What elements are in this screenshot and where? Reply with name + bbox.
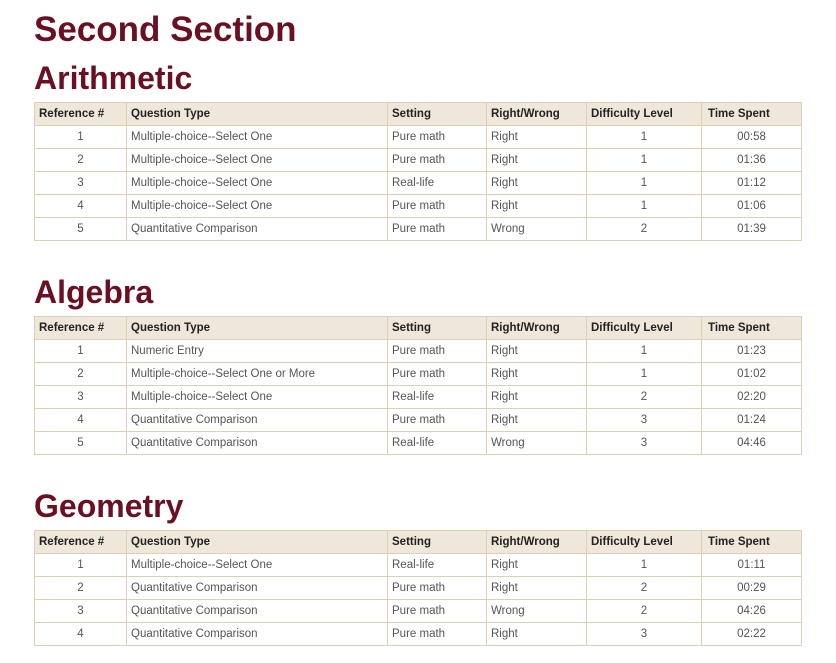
result-cell: Right: [487, 386, 587, 409]
setting-cell: Real-life: [388, 172, 487, 195]
time-spent-cell: 01:36: [702, 149, 802, 172]
setting-cell: Pure math: [388, 409, 487, 432]
column-header: Right/Wrong: [487, 531, 587, 554]
difficulty-cell: 3: [587, 432, 702, 455]
table-row: [35, 172, 802, 195]
column-header: Difficulty Level: [587, 531, 702, 554]
question-type-cell: Multiple-choice--Select One: [127, 126, 388, 149]
difficulty-cell: 1: [587, 554, 702, 577]
difficulty-cell: 2: [587, 577, 702, 600]
geometry-table: [34, 530, 802, 646]
setting-cell: Pure math: [388, 126, 487, 149]
result-cell: Right: [487, 149, 587, 172]
difficulty-cell: 2: [587, 386, 702, 409]
difficulty-cell: 2: [587, 600, 702, 623]
question-type-cell: Quantitative Comparison: [127, 409, 388, 432]
result-cell: Right: [487, 172, 587, 195]
section-title-algebra: Algebra: [34, 274, 154, 310]
result-cell: Wrong: [487, 218, 587, 241]
reference-cell: 1: [35, 126, 127, 149]
table-row: [35, 409, 802, 432]
column-header: Reference #: [35, 103, 127, 126]
setting-cell: Pure math: [388, 340, 487, 363]
table-row: [35, 340, 802, 363]
question-type-cell: Multiple-choice--Select One: [127, 195, 388, 218]
time-spent-cell: 04:26: [702, 600, 802, 623]
question-type-cell: Multiple-choice--Select One or More: [127, 363, 388, 386]
arithmetic-table: [34, 102, 802, 241]
setting-cell: Real-life: [388, 432, 487, 455]
table-row: [35, 432, 802, 455]
time-spent-cell: 02:22: [702, 623, 802, 646]
reference-cell: 1: [35, 554, 127, 577]
difficulty-cell: 1: [587, 363, 702, 386]
result-cell: Right: [487, 577, 587, 600]
table-row: [35, 623, 802, 646]
difficulty-cell: 3: [587, 409, 702, 432]
column-header: Time Spent: [702, 531, 802, 554]
time-spent-cell: 01:24: [702, 409, 802, 432]
time-spent-cell: 01:06: [702, 195, 802, 218]
column-header: Time Spent: [702, 103, 802, 126]
column-header: Right/Wrong: [487, 103, 587, 126]
setting-cell: Pure math: [388, 600, 487, 623]
difficulty-cell: 1: [587, 149, 702, 172]
time-spent-cell: 01:02: [702, 363, 802, 386]
difficulty-cell: 2: [587, 218, 702, 241]
time-spent-cell: 01:12: [702, 172, 802, 195]
result-cell: Right: [487, 623, 587, 646]
table-row: [35, 577, 802, 600]
question-type-cell: Quantitative Comparison: [127, 577, 388, 600]
difficulty-cell: 1: [587, 195, 702, 218]
result-cell: Wrong: [487, 432, 587, 455]
table-row: [35, 126, 802, 149]
column-header: Question Type: [127, 103, 388, 126]
reference-cell: 4: [35, 623, 127, 646]
table-row: [35, 149, 802, 172]
time-spent-cell: 02:20: [702, 386, 802, 409]
reference-cell: 5: [35, 218, 127, 241]
table-row: [35, 386, 802, 409]
result-cell: Right: [487, 126, 587, 149]
setting-cell: Pure math: [388, 149, 487, 172]
question-type-cell: Multiple-choice--Select One: [127, 554, 388, 577]
algebra-table: [34, 316, 802, 455]
difficulty-cell: 1: [587, 172, 702, 195]
question-type-cell: Quantitative Comparison: [127, 623, 388, 646]
reference-cell: 2: [35, 149, 127, 172]
result-cell: Right: [487, 363, 587, 386]
difficulty-cell: 1: [587, 340, 702, 363]
setting-cell: Pure math: [388, 218, 487, 241]
reference-cell: 5: [35, 432, 127, 455]
table-row: [35, 218, 802, 241]
reference-cell: 2: [35, 577, 127, 600]
result-cell: Right: [487, 340, 587, 363]
column-header: Difficulty Level: [587, 317, 702, 340]
column-header: Setting: [388, 531, 487, 554]
reference-cell: 2: [35, 363, 127, 386]
time-spent-cell: 00:29: [702, 577, 802, 600]
setting-cell: Pure math: [388, 623, 487, 646]
column-header: Reference #: [35, 317, 127, 340]
reference-cell: 4: [35, 409, 127, 432]
result-cell: Right: [487, 195, 587, 218]
column-header: Setting: [388, 103, 487, 126]
time-spent-cell: 01:11: [702, 554, 802, 577]
column-header: Reference #: [35, 531, 127, 554]
reference-cell: 4: [35, 195, 127, 218]
result-cell: Right: [487, 409, 587, 432]
time-spent-cell: 00:58: [702, 126, 802, 149]
question-type-cell: Quantitative Comparison: [127, 432, 388, 455]
question-type-cell: Numeric Entry: [127, 340, 388, 363]
table-header-row: [35, 103, 802, 126]
column-header: Question Type: [127, 531, 388, 554]
result-cell: Wrong: [487, 600, 587, 623]
question-type-cell: Multiple-choice--Select One: [127, 149, 388, 172]
question-type-cell: Quantitative Comparison: [127, 600, 388, 623]
reference-cell: 3: [35, 172, 127, 195]
column-header: Time Spent: [702, 317, 802, 340]
table-header-row: [35, 317, 802, 340]
difficulty-cell: 1: [587, 126, 702, 149]
reference-cell: 3: [35, 600, 127, 623]
question-type-cell: Quantitative Comparison: [127, 218, 388, 241]
reference-cell: 1: [35, 340, 127, 363]
time-spent-cell: 01:23: [702, 340, 802, 363]
setting-cell: Real-life: [388, 386, 487, 409]
column-header: Question Type: [127, 317, 388, 340]
table-header-row: [35, 531, 802, 554]
question-type-cell: Multiple-choice--Select One: [127, 172, 388, 195]
page-title: Second Section: [34, 10, 297, 49]
reference-cell: 3: [35, 386, 127, 409]
table-row: [35, 195, 802, 218]
result-cell: Right: [487, 554, 587, 577]
question-type-cell: Multiple-choice--Select One: [127, 386, 388, 409]
setting-cell: Pure math: [388, 363, 487, 386]
table-row: [35, 554, 802, 577]
setting-cell: Real-life: [388, 554, 487, 577]
column-header: Difficulty Level: [587, 103, 702, 126]
setting-cell: Pure math: [388, 577, 487, 600]
column-header: Setting: [388, 317, 487, 340]
column-header: Right/Wrong: [487, 317, 587, 340]
table-row: [35, 600, 802, 623]
section-title-arithmetic: Arithmetic: [34, 60, 193, 96]
time-spent-cell: 01:39: [702, 218, 802, 241]
time-spent-cell: 04:46: [702, 432, 802, 455]
table-row: [35, 363, 802, 386]
setting-cell: Pure math: [388, 195, 487, 218]
section-title-geometry: Geometry: [34, 488, 184, 524]
difficulty-cell: 3: [587, 623, 702, 646]
